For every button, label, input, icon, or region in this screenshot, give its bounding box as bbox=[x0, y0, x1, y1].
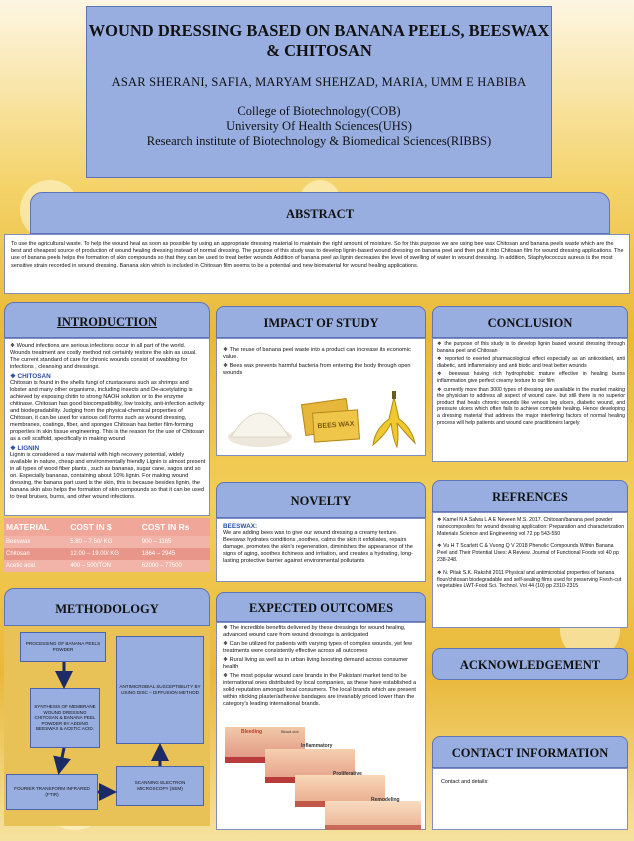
affiliation-1: College of Biotechnology(COB) bbox=[237, 104, 401, 118]
abstract-text: To use the agricultural waste. To help the wound heal as soon as possible by using an appropriate dressing material to maintain the right amount of moisture. So for this purpose we are using bee wax Chitosan and banana peels waste which are the best and cheapest source of production of wound healing dressing instead of normal dressing. The purpose of this study was to develop lignin-based wound dressing on banana peel and then put it into Chitosan film for wound dressing applications. The use of banana peels helps the formation of skin compounds so that they can be used to treat better wounds Addition of banana peel as lignin decreases the level of swelling of water in wound dressing. In addition, Staphylococcus aureus is the most sensitive strain recorded in wound dressing. Banana skin which is included in Chitosan film seems to be a potential and new biomaterial for wound healing applications. bbox=[11, 241, 624, 269]
cost-header-material: MATERIAL bbox=[4, 518, 68, 536]
novelty-panel bbox=[216, 518, 426, 582]
methodology-panel bbox=[4, 626, 210, 826]
references-heading: REFRENCES bbox=[432, 480, 628, 512]
impact-bullet-1: ❖ The reuse of banana peel waste into a product can increase its economic value. bbox=[223, 347, 421, 361]
authors: ASAR SHERANI, SAFIA, MARYAM SHEHZAD, MARIA, UMM E HABIBA bbox=[111, 75, 527, 89]
contact-text: Contact and details: bbox=[441, 779, 489, 785]
table-row: Acetic acid 400 – 500/TON 62000 – 77500 bbox=[4, 560, 210, 572]
beeswax-image bbox=[303, 395, 361, 443]
abstract-panel bbox=[4, 234, 630, 294]
expected-heading: EXPECTED OUTCOMES bbox=[216, 592, 426, 622]
flow-step-ftir: FOURIER TRANSFORM INFRARED (FTIR) bbox=[6, 774, 98, 810]
chitosan-powder-image bbox=[225, 389, 295, 449]
cost-header-dollar: COST IN $ bbox=[68, 518, 140, 536]
banana-peel-image bbox=[367, 389, 421, 449]
introduction-heading: INTRODUCTION bbox=[4, 302, 210, 338]
novelty-text: We are adding bees wax to give our wound dressing a creamy texture. Beeswax hydrates conditions ,soothes, calms the skin it exfoliates, repairs damage, promotes the skin's regeneration, diminishes the appearance of the signs of aging, soothes itchiness and irritation, and creates a hydrating, long-lasting protective barrier against environmental pollutants bbox=[223, 530, 413, 564]
lignin-heading: ❖ LIGNIN bbox=[10, 445, 206, 452]
cost-table bbox=[4, 518, 210, 574]
reference-1: ❖ Kamel N A Salwa L A E Neveen M.S. 2017. Chitosan/banana peel powder nanocomposites for wound dressing application: Preparation and characterization Materials Science and Engineering vol 72 pp 543-550 bbox=[437, 517, 625, 537]
lignin-text: Lignin is considered a raw material with high recovery potential, widely available in nature, cheap and environmentally friendly Lignin is almost present in all types of wood fiber plants , such as bananas, sugar cane, sagos and so on. Especially bananas, containing about 10% lignin. For making wound dressing, the banana part used is the skin, this is because besides lignin, the banana skin also helps the formation of skin compounds so that it can be used to treat bruises, burns, and other wound infections. bbox=[10, 452, 206, 500]
expected-panel bbox=[216, 622, 426, 830]
beeswax-block-label: BEES WAX bbox=[312, 409, 360, 442]
contact-heading: CONTACT INFORMATION bbox=[432, 736, 628, 768]
abstract-heading: ABSTRACT bbox=[30, 192, 610, 234]
cost-header-rupee: COST IN Rs bbox=[140, 518, 210, 536]
impact-heading: IMPACT OF STUDY bbox=[216, 306, 426, 338]
methodology-heading: METHODOLOGY bbox=[4, 588, 210, 626]
conclusion-bullet-4: ❖ currently more than 3000 types of dressing are available in the market making the physician to address all aspect of wound care. but still there is no superior product that heals chronic wounds like venous leg ulcers, diabetic wound, and pressure ulcers which often fails to achieve complete healing. Hence developing a dressing material that address the major interfering factors of normal healing process will help patients and wound care practitioners largely bbox=[437, 387, 625, 427]
conclusion-panel bbox=[432, 338, 628, 462]
flow-step-banana-peel: PROCESSING OF BANANA PEELS POWDER bbox=[20, 632, 106, 662]
novelty-subhead: BEESWAX: bbox=[223, 523, 258, 530]
conclusion-bullet-2: ❖ reported to exerted pharmacological effect especially as an antioxidant, anti diabetic, anti inflammatory and anti biotic and treat better wounds bbox=[437, 356, 625, 369]
stage-label-proliferative: Proliferative bbox=[333, 771, 362, 777]
expected-bullet-2: ❖ Can be utilized for patients with varying types of complex wounds, yet few treatments were consistently effective across all outcomes bbox=[223, 641, 421, 655]
stage-label-remodeling: Remodeling bbox=[371, 797, 400, 803]
stage-label-bleeding: Bleeding bbox=[241, 729, 263, 735]
expected-bullet-1: ❖ The incredible benefits delivered by these dressings for wound healing, advanced wound care from wound dressings is anticipated bbox=[223, 625, 421, 639]
novelty-heading: NOVELTY bbox=[216, 482, 426, 518]
chitosan-text: Chitosan is found in the shells fungi of crustaceans such as shrimps and lobster and many other organisms, including insects and De-acetylating is achieved by exposing chitin to strong NAOH solution or to the enzyme chitinase. Chitosan has good biocompatibility, low toxicity, anti-infection activity and biodegradability. Judging from the physical-chemical properties of Chitosan, it can be used for various cell forms such as wound dressing, membranes, coatings, fiber, and sponges Chitosan has better film-forming properties in skin tissue engineering. This is the reason for the use of Chitosan as a cell scaffold, specifically in making wound bbox=[10, 380, 205, 442]
flow-arrows bbox=[4, 626, 210, 826]
conclusion-heading: CONCLUSION bbox=[432, 306, 628, 338]
conclusion-bullet-3: ❖ beeswax having rich hydrophobic mature effective in healing burns inflammation give perfect creamy texture to our film bbox=[437, 371, 625, 384]
conclusion-bullet-1: ❖ the purpose of this study is to develop lignin based wound dressing through banana peel and Chitosan bbox=[437, 341, 625, 354]
reference-2: ❖ Vu H T Scarlett C & Vuong Q V 2018 Phenolic Compounds Within Banana Peel and Their Potential Uses: A Review. Journal of Functional Foods vol 40 pp 238-248. bbox=[437, 543, 625, 563]
acknowledgement-heading: ACKNOWLEDGEMENT bbox=[432, 648, 628, 680]
flow-step-sem: SCANNING ELECTRON MICROSCOPY (SEM) bbox=[116, 766, 204, 806]
expected-bullet-4: ❖ The most popular wound care brands in the Pakistani market tend to be international ones distributed by local companies, as these have established a solid reputation amongst local consumers. The local brands which are present within sticking plaster/adhesive bandages are invariably priced lower than the category's leading international brands. bbox=[223, 673, 421, 708]
stage-label-inflammatory: Inflammatory bbox=[301, 743, 333, 749]
flow-step-antimicrobial: ANTIMICROBIAL SUSCEPTIBILITY BY USING DISC – DIFFUSION METHOD bbox=[116, 636, 204, 744]
impact-bullet-2: ❖ Bees wax prevents harmful bacteria from entering the body through open wounds bbox=[223, 363, 421, 377]
flow-step-synthesis: SYNTHESIS OF MEMBRANE WOUND DRESSING CHITOSAN & BANANA PEEL POWDER BY ADDING BEESWAX & ACETIC ACID. bbox=[30, 688, 100, 748]
chitosan-heading: ❖ CHITOSAN bbox=[10, 373, 206, 380]
expected-bullet-3: ❖ Rural living as well as in urban living boosting demand across consumer health bbox=[223, 657, 421, 671]
references-panel bbox=[432, 512, 628, 628]
affiliation-2: University Of Health Sciences(UHS) bbox=[226, 119, 412, 133]
contact-panel bbox=[432, 768, 628, 830]
poster-title: WOUND DRESSING BASED ON BANANA PEELS, BEESWAX & CHITOSAN bbox=[88, 21, 550, 60]
table-row: Beeswax 5.80 – 7.50/ KG 900 – 1165 bbox=[4, 536, 210, 548]
affiliation-3: Research institute of Biotechnology & Biomedical Sciences(RIBBS) bbox=[146, 134, 492, 148]
stage-label-blood-clot: Blood clot bbox=[281, 729, 299, 734]
introduction-panel bbox=[4, 338, 210, 516]
table-row: Chitosan 12.00 – 19.00/ KG 1864 – 2945 bbox=[4, 548, 210, 560]
impact-panel bbox=[216, 338, 426, 456]
intro-paragraph: ❖ Wound infections are serious infections occur in all part of the world. Wounds treatment are costly method not certainly restore the skin as usual. The current standard of care for chronic wounds consist of swabbing for infections , cleansing and dressings. bbox=[10, 343, 206, 371]
wound-healing-diagram bbox=[225, 727, 423, 827]
reference-3: ❖ N. Pitak S.K. Rakshit 2011 Physical and antimicrobial properties of banana flour/chitosan biodegradable and self-sealing films used for preserving Fresh-cut vegetables LWT-Food Sci. Technol. Vol 44 (10) pp 2310-2315 bbox=[437, 570, 625, 590]
title-banner bbox=[86, 6, 552, 178]
